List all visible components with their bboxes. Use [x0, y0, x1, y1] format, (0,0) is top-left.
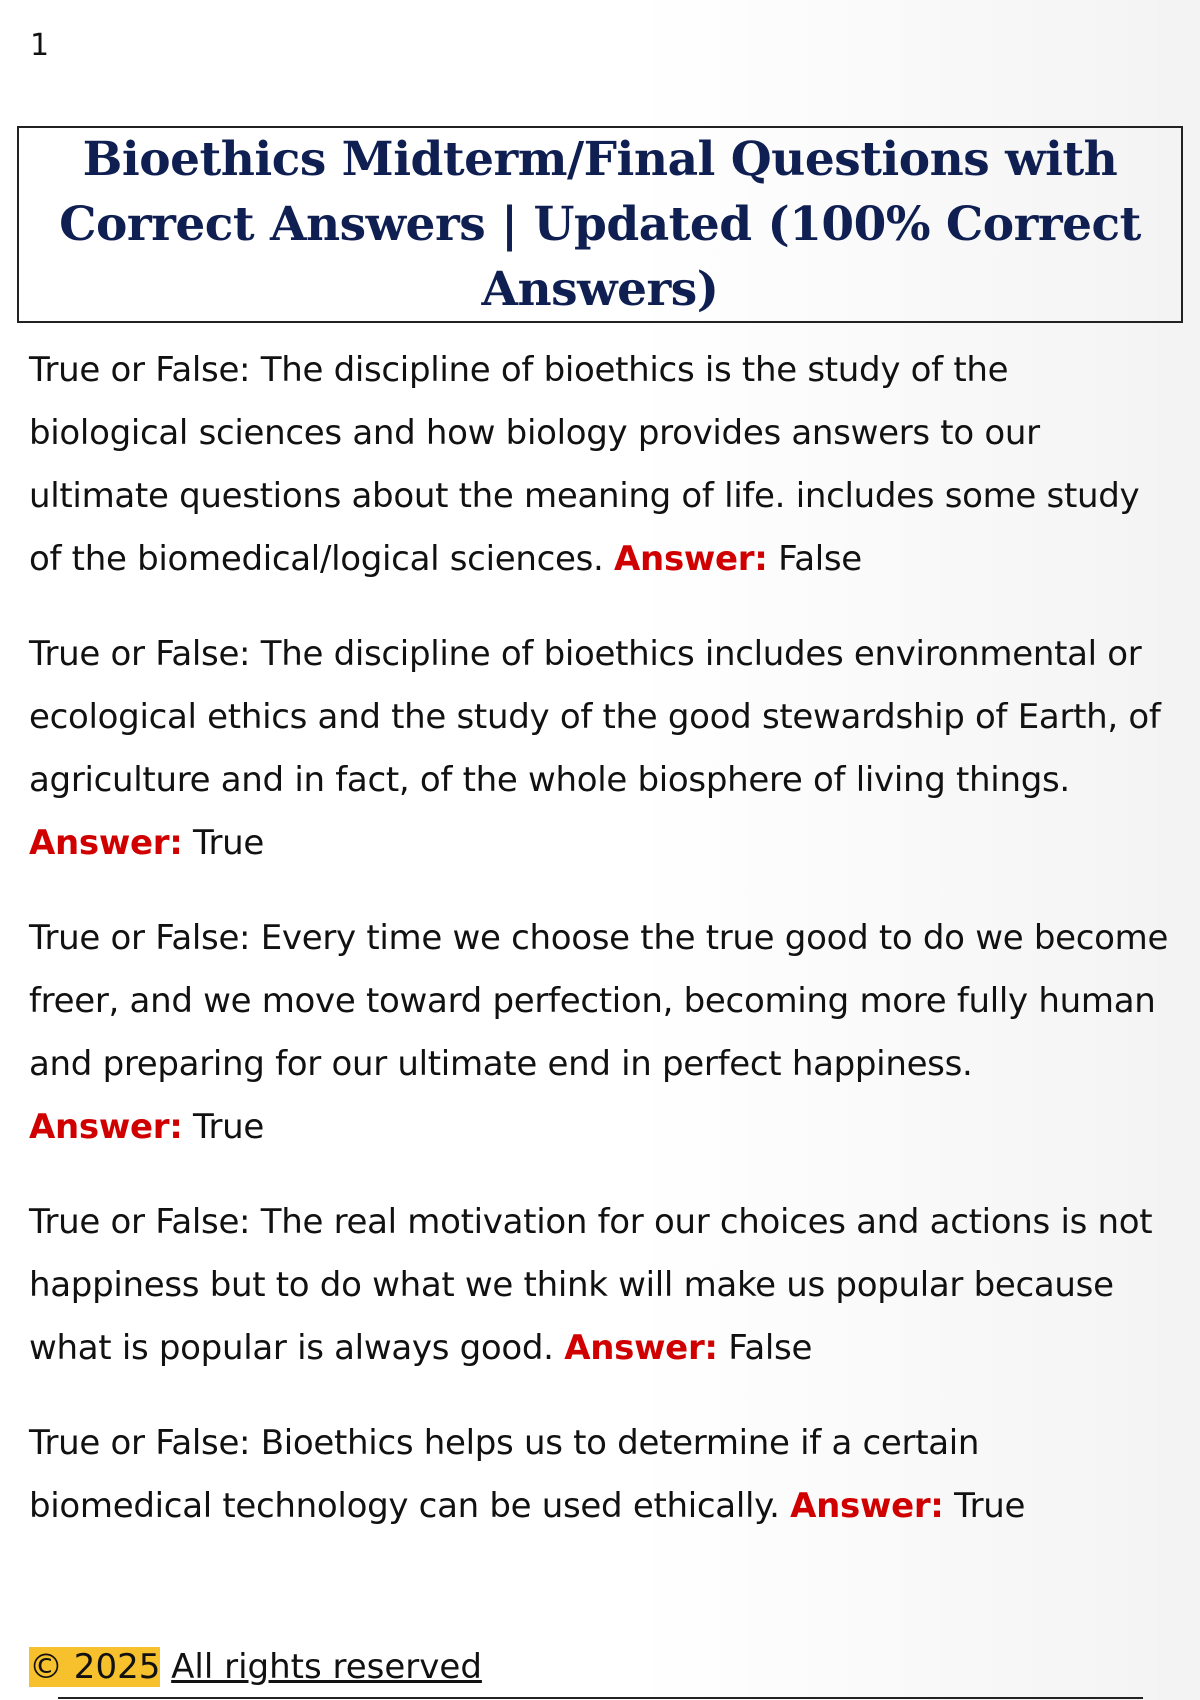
- question-list: [29, 339, 1169, 1570]
- document-title: Bioethics Midterm/Final Questions with Correct Answers | Updated (100% Correct Answers): [59, 132, 1141, 317]
- question-item: [29, 907, 1169, 1159]
- answer-value: True: [193, 823, 265, 863]
- question-text: True or False: The real motivation for our choices and actions is not happiness but to do what we think will make us popular because what is popular is always good.: [29, 1202, 1153, 1368]
- footer-rule: [58, 1697, 1143, 1699]
- question-text: True or False: The discipline of bioethics includes environmental or ecological ethics and the study of the good stewardship of Earth, of agriculture and in fact, of the whole biosphere of living things.: [29, 634, 1161, 800]
- rights-reserved-text: All rights reserved: [171, 1647, 482, 1687]
- answer-value: False: [778, 539, 862, 579]
- answer-value: True: [954, 1486, 1026, 1526]
- page-number: 1: [30, 28, 50, 63]
- question-item: [29, 1412, 1169, 1538]
- question-item: [29, 339, 1169, 591]
- answer-label: Answer:: [614, 539, 768, 579]
- answer-label: Answer:: [790, 1486, 944, 1526]
- question-text: True or False: Bioethics helps us to determine if a certain biomedical technology can be used ethically.: [29, 1423, 980, 1526]
- answer-value: False: [728, 1328, 813, 1368]
- question-text: True or False: Every time we choose the true good to do we become freer, and we move toward perfection, becoming more fully human and preparing for our ultimate end in perfect happiness.: [29, 918, 1169, 1084]
- copyright-footer: [29, 1646, 482, 1688]
- answer-label: Answer:: [29, 1107, 183, 1147]
- title-box: [17, 126, 1183, 323]
- answer-label: Answer:: [29, 823, 183, 863]
- question-text: True or False: The discipline of bioethics is the study of the biological sciences and how biology provides answers to our ultimate questions about the meaning of life. includes some study of the biomedical/logical sciences.: [29, 350, 1140, 579]
- question-item: [29, 1191, 1169, 1380]
- copyright-year-highlight: © 2025: [29, 1647, 161, 1687]
- answer-value: True: [193, 1107, 265, 1147]
- question-item: [29, 623, 1169, 875]
- answer-label: Answer:: [564, 1328, 718, 1368]
